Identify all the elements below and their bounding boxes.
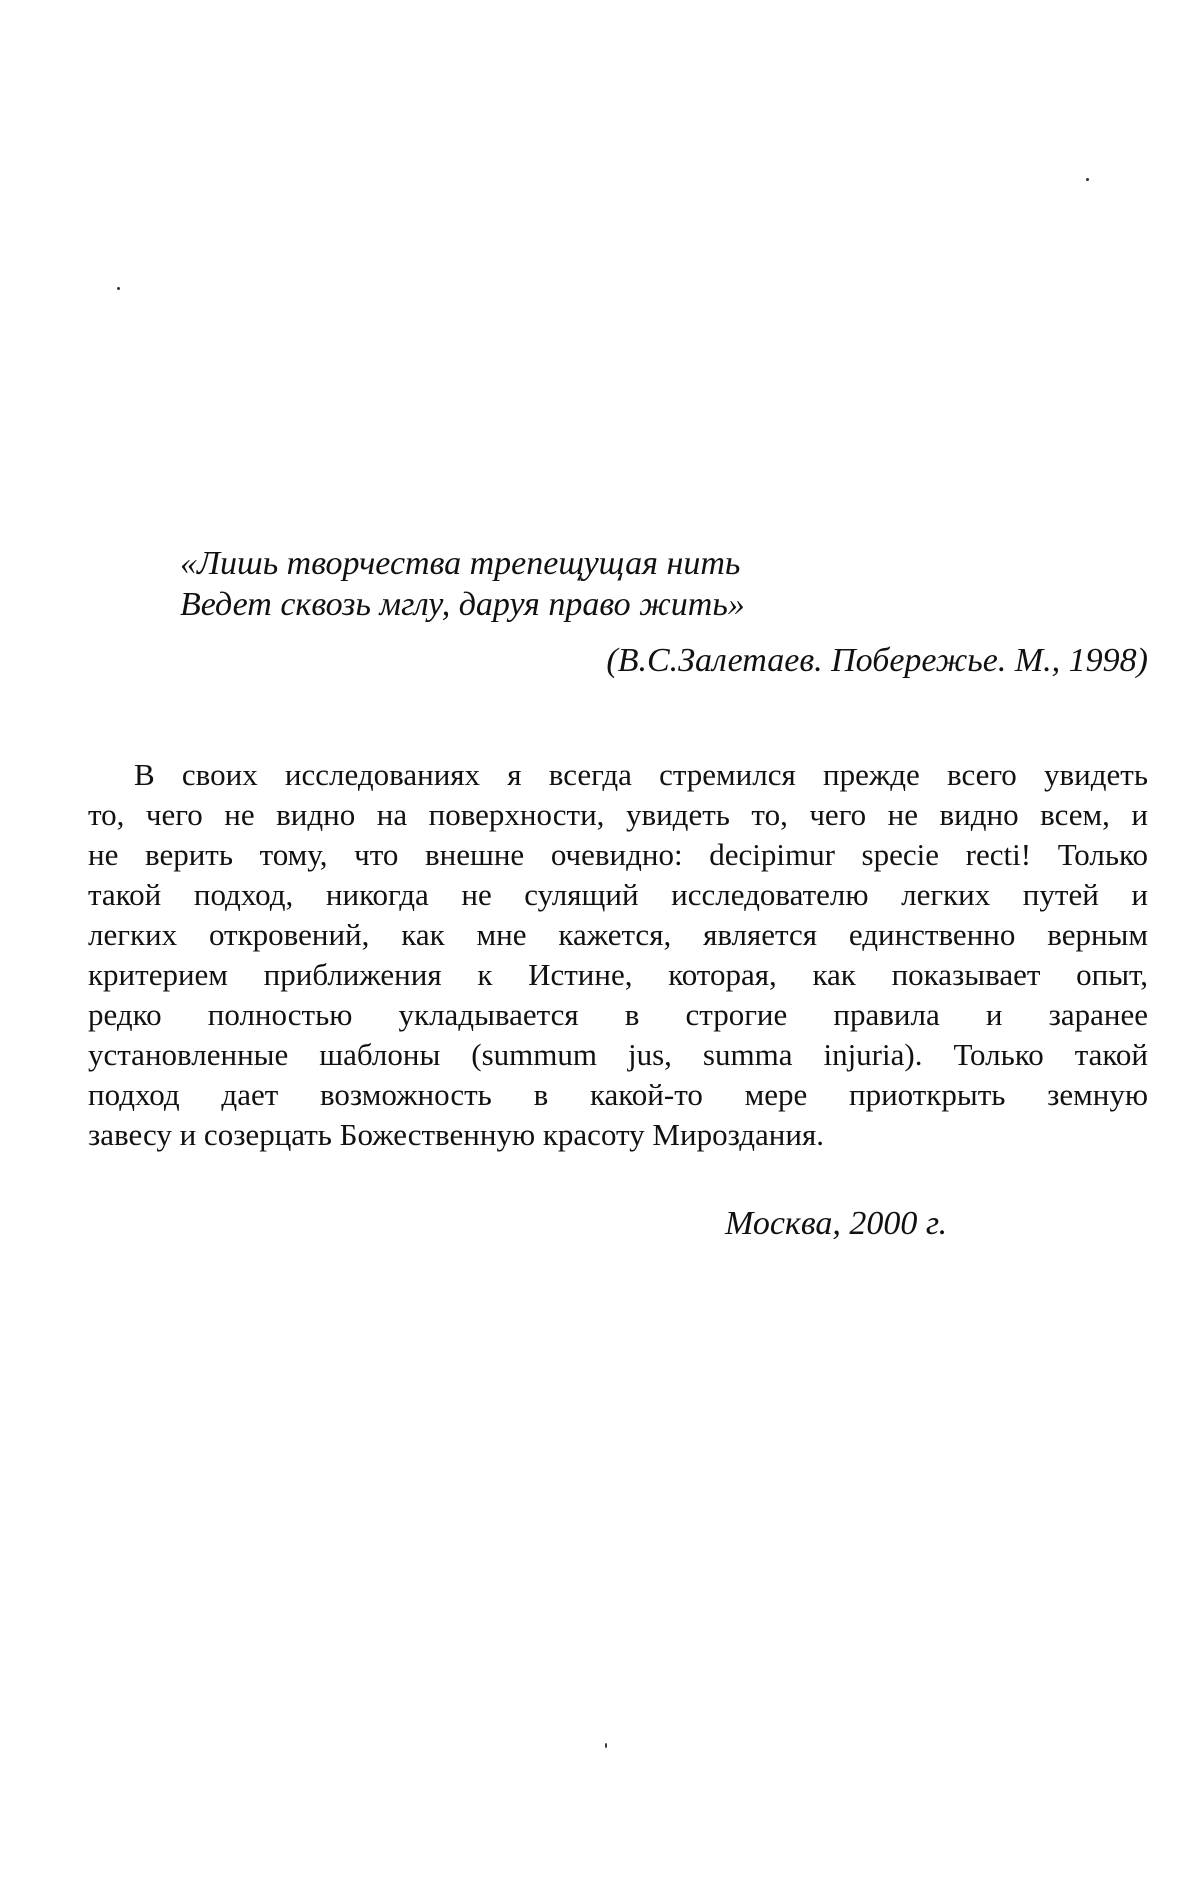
epigraph-line: Ведет сквозь мглу, даруя право жить» — [180, 586, 745, 623]
paragraph-line: подход дает возможность в какой-то мере приоткрыть земную — [88, 1077, 1148, 1112]
epigraph — [180, 543, 1080, 625]
scan-speck — [117, 287, 120, 290]
paragraph-line: редко полностью укладывается в строгие правила и заранее — [88, 997, 1148, 1032]
paragraph-line: не верить тому, что внешне очевидно: decipimur specie recti! Только — [88, 837, 1148, 872]
paragraph-line: завесу и созерцать Божественную красоту Мироздания. — [88, 1117, 824, 1152]
paragraph-line: В своих исследованиях я всегда стремился прежде всего увидеть — [134, 757, 1148, 792]
scan-speck — [1086, 178, 1089, 181]
paragraph-line: установленные шаблоны (summum jus, summa injuria). Только такой — [88, 1037, 1148, 1072]
paragraph-line: легких откровений, как мне кажется, является единственно верным — [88, 917, 1148, 952]
paragraph-line: критерием приближения к Истине, которая, как показывает опыт, — [88, 957, 1148, 992]
place-date-signoff: Москва, 2000 г. — [725, 1205, 948, 1242]
paragraph-line: то, чего не видно на поверхности, увидеть то, чего не видно всем, и — [88, 797, 1148, 832]
scan-speck — [605, 1743, 607, 1748]
paragraph-line: такой подход, никогда не сулящий исследователю легких путей и — [88, 877, 1148, 912]
body-paragraph — [88, 755, 1148, 1155]
epigraph-line: «Лишь творчества трепещущая нить — [180, 545, 741, 582]
epigraph-attribution: (В.С.Залетаев. Побережье. М., 1998) — [606, 642, 1148, 679]
